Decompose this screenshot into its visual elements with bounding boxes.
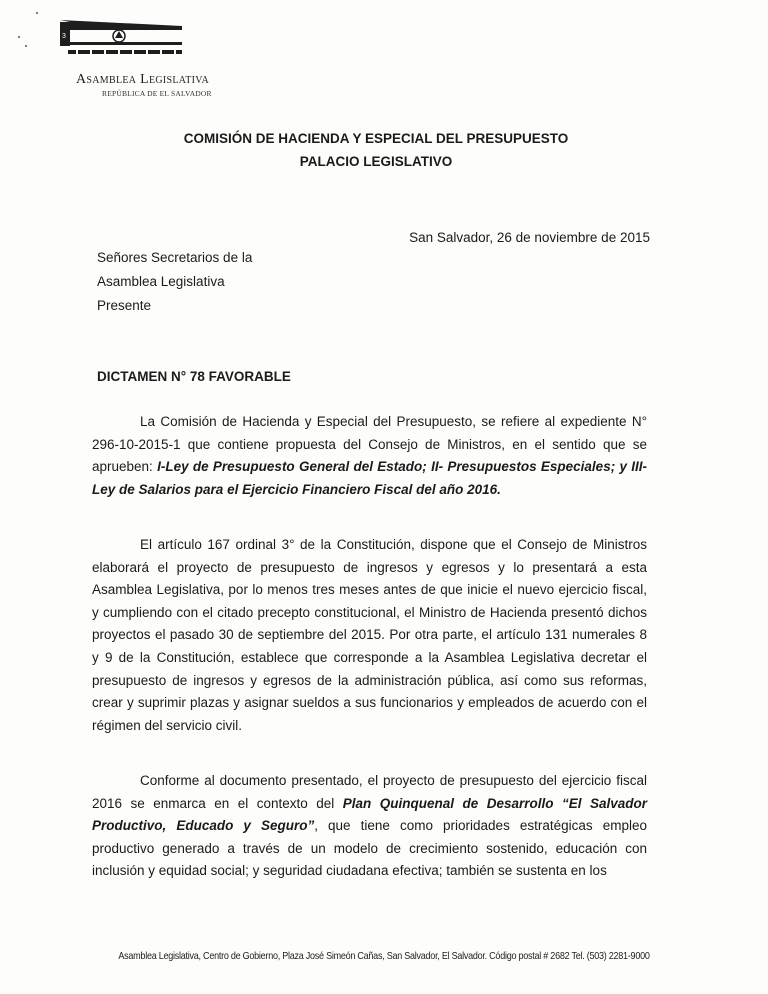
- paragraph-2: [92, 534, 647, 737]
- address-line-3: Presente: [97, 298, 152, 313]
- paragraph-1-emphasis: I-Ley de Presupuesto General del Estado; II- Presupuestos Especiales; y III- Ley de Salarios para el Ejercicio Financiero Fiscal del año 2016.: [92, 459, 648, 497]
- commission-heading: COMISIÓN DE HACIENDA Y ESPECIAL DEL PRESUPUESTO: [183, 131, 569, 146]
- scan-speck: [18, 36, 20, 38]
- address-line-1: Señores Secretarios de la: [97, 250, 253, 265]
- palace-heading: PALACIO LEGISLATIVO: [299, 154, 453, 169]
- paragraph-3: [92, 770, 647, 883]
- dictamen-title: DICTAMEN N° 78 FAVORABLE: [97, 369, 291, 384]
- assembly-emblem-icon: [56, 20, 182, 64]
- org-name: Asamblea Legislativa: [76, 72, 209, 87]
- address-line-2: Asamblea Legislativa: [97, 274, 225, 289]
- scan-speck: [25, 45, 27, 47]
- org-subtitle: REPÚBLICA DE EL SALVADOR: [102, 89, 212, 98]
- paragraph-1-text: La Comisión de Hacienda y Especial del Presupuesto, se refiere al expediente N° 296-10-2015-1 que contiene propuesta del Consejo de Ministros, en el sentido que se aprueben:: [92, 414, 647, 475]
- paragraph-3-emphasis: Plan Quinquenal de Desarrollo “El Salvador Productivo, Educado y Seguro”: [92, 795, 647, 834]
- page-footer: Asamblea Legislativa, Centro de Gobierno, Plaza José Simeón Cañas, San Salvador, El Salvador. Código postal # 2682 Tel. (503) 2281-9000: [118, 950, 650, 962]
- svg-text:3: 3: [62, 33, 66, 40]
- paragraph-2-text: El artículo 167 ordinal 3° de la Constitución, dispone que el Consejo de Ministros elaborará el proyecto de presupuesto de ingresos y egresos y lo presentará a esta Asamblea Legislativa, por lo menos tres meses antes de que inicie el nuevo ejercicio fiscal, y cumpliendo con el citado precepto constitucional, el Ministro de Hacienda presentó dichos proyectos el pasado 30 de septiembre del 2015. Por otra parte, el artículo 131 numerales 8 y 9 de la Constitución, establece que corresponde a la Asamblea Legislativa decretar el presupuesto de ingresos y egresos de la administración pública, así como sus reformas, crear y suprimir plazas y asignar sueldos a sus funcionarios y empleados de acuerdo con el régimen del servicio civil.: [92, 537, 647, 733]
- paragraph-3-text-after: , que tiene como prioridades estratégicas empleo productivo generado a través de un modelo de crecimiento sostenido, educación con inclusión y equidad social; y seguridad ciudadana efectiva; también se sustenta en los: [92, 818, 648, 879]
- letterhead: [50, 14, 212, 98]
- scan-speck: [36, 12, 38, 14]
- document-date: San Salvador, 26 de noviembre de 2015: [409, 230, 650, 245]
- paragraph-3-text-before: Conforme al documento presentado, el proyecto de presupuesto del ejercicio fiscal 2016 se enmarca en el contexto del: [92, 773, 647, 811]
- paragraph-1: [92, 411, 647, 501]
